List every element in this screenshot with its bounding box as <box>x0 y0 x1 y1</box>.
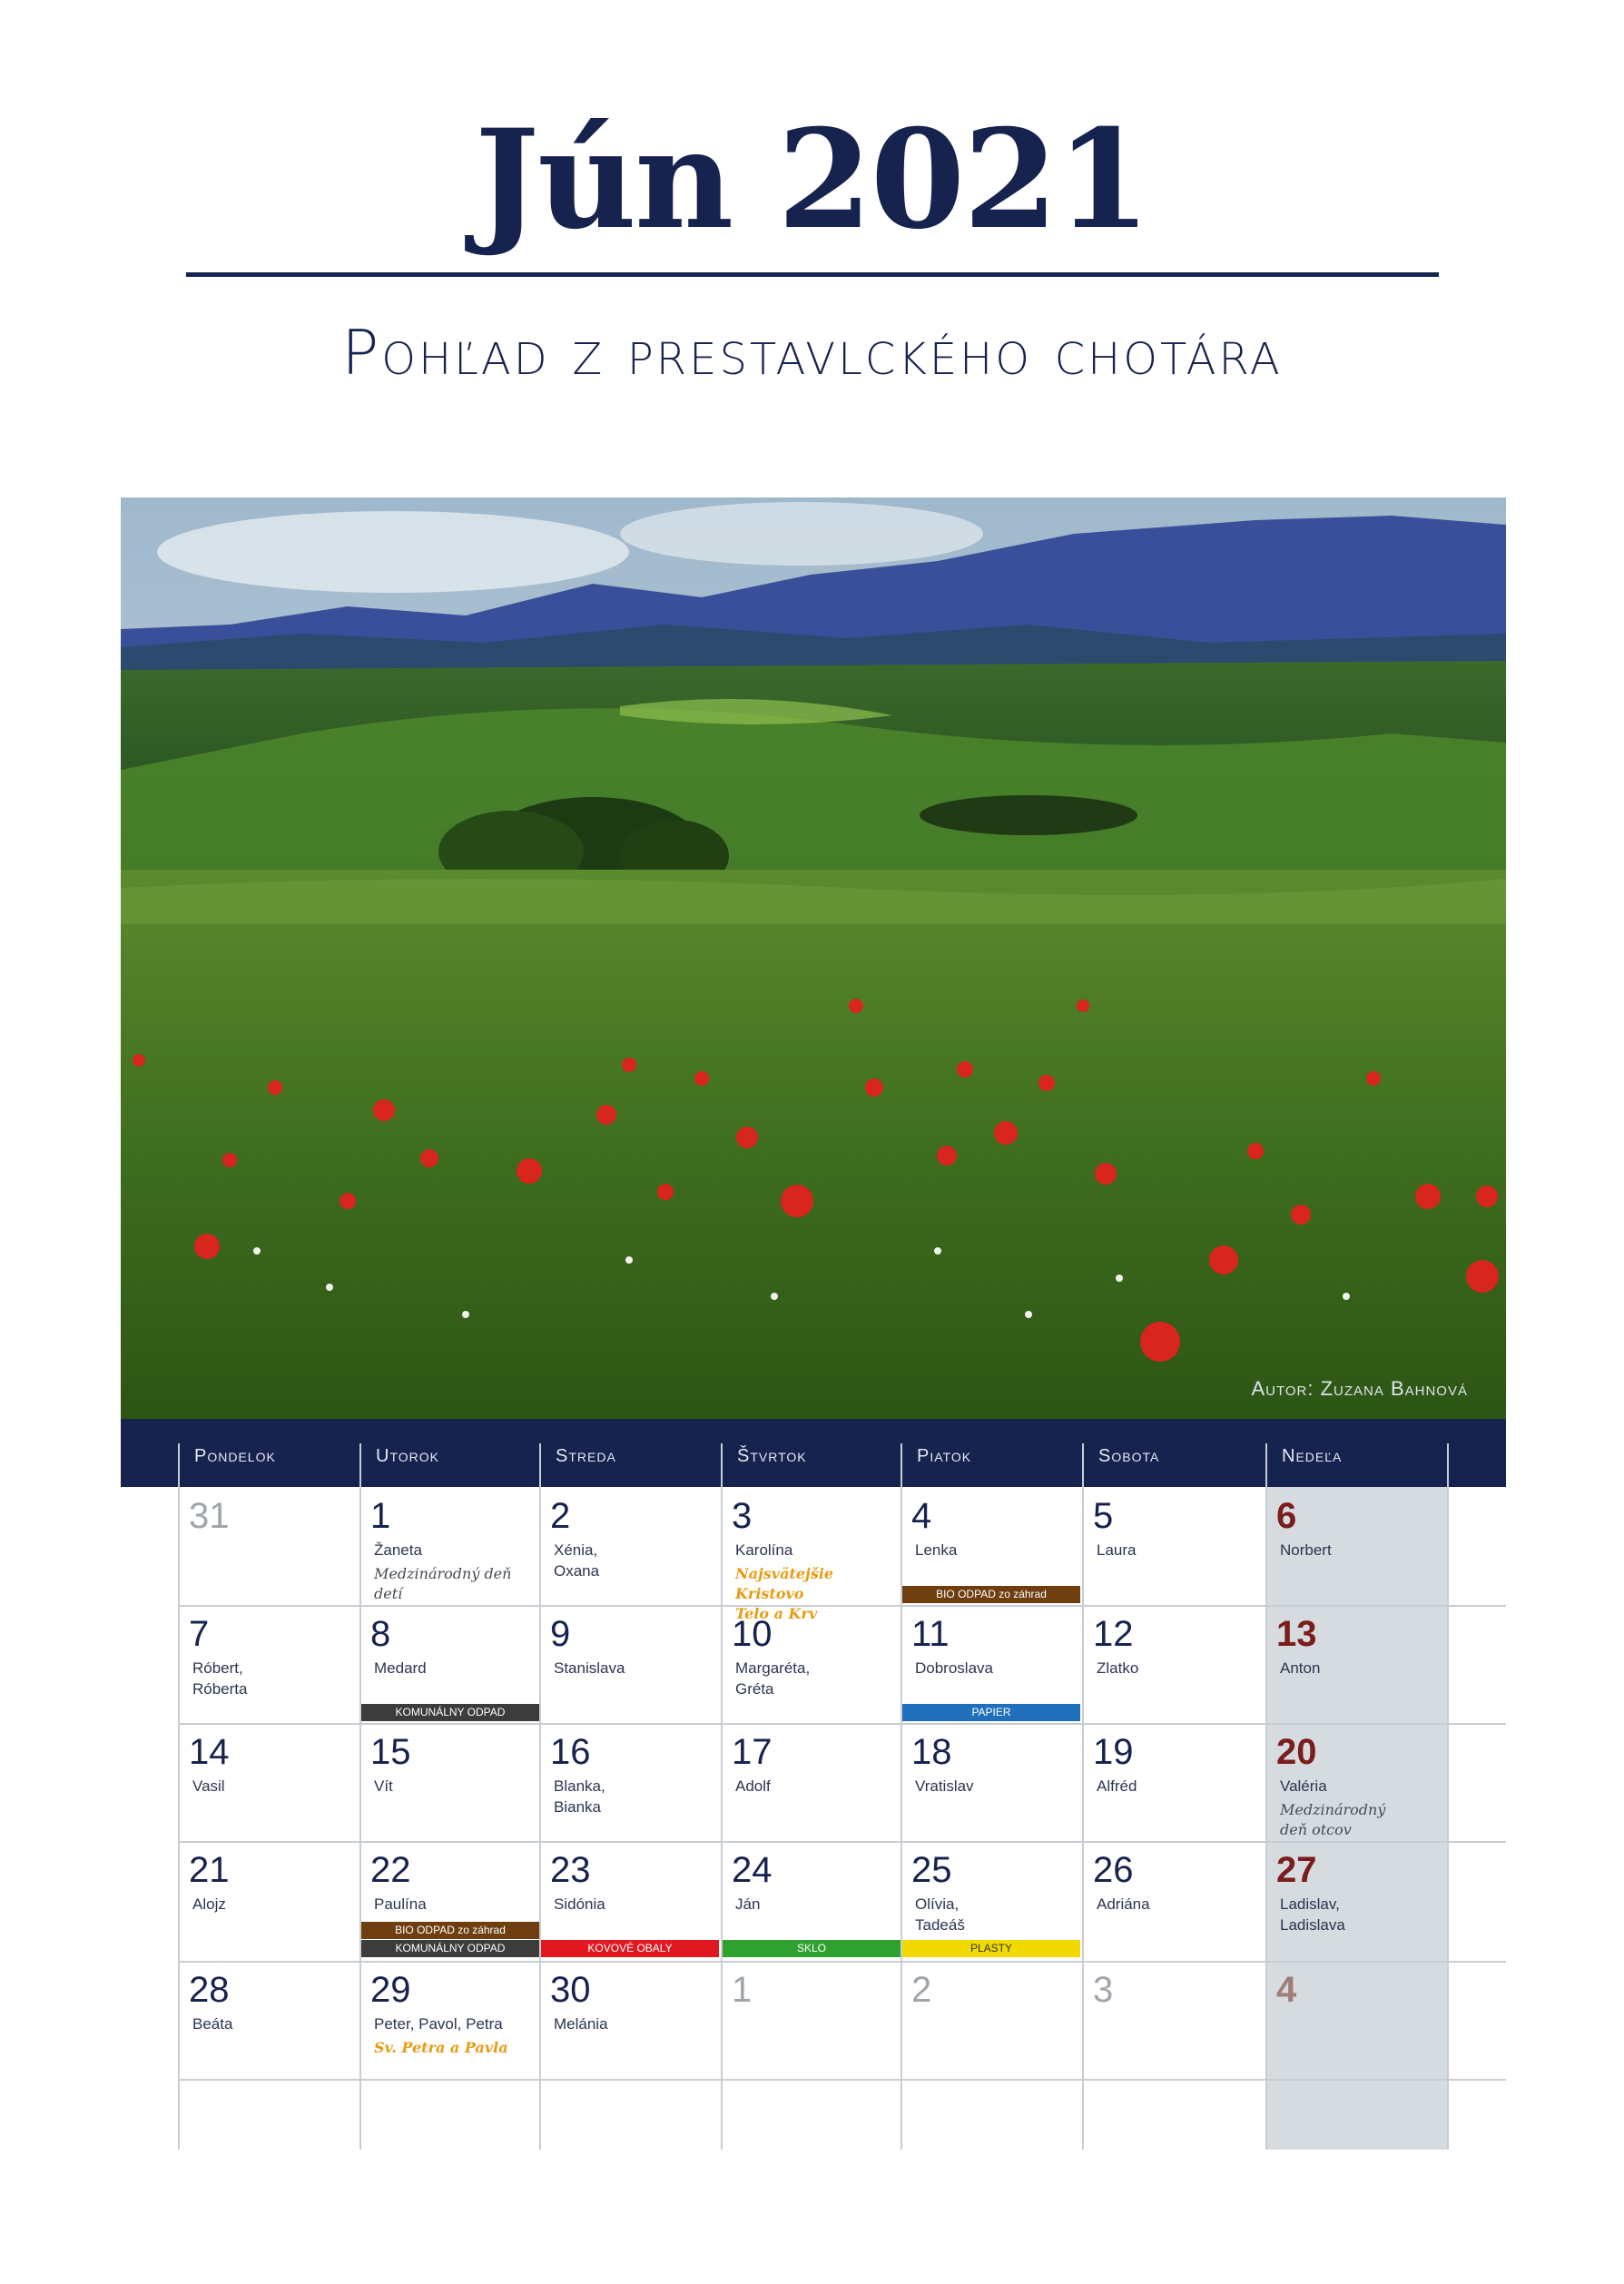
day-number: 29 <box>370 1970 411 2010</box>
nameday-names: Olívia, Tadeáš <box>915 1895 965 1934</box>
weekday-label: Nedeľa <box>1282 1446 1343 1466</box>
day-cell[interactable] <box>178 1841 358 1958</box>
nameday-names: Stanislava <box>554 1659 625 1677</box>
nameday-names: Róbert, Róberta <box>192 1659 248 1698</box>
nameday-names: Adriána <box>1097 1895 1150 1913</box>
nameday-names: Norbert <box>1280 1541 1332 1559</box>
day-note: Medzinárodný deň otcov <box>1280 1801 1386 1838</box>
day-cell[interactable] <box>539 1961 719 2078</box>
day-number: 21 <box>189 1850 230 1890</box>
nameday-names: Margaréta, Gréta <box>735 1659 811 1698</box>
day-cell[interactable] <box>359 1841 539 1958</box>
day-number: 2 <box>911 1970 932 2010</box>
day-number: 27 <box>1276 1850 1317 1890</box>
day-cell[interactable] <box>539 1841 719 1958</box>
day-cell[interactable] <box>178 1487 358 1604</box>
waste-collection-badge: KOMUNÁLNY ODPAD <box>361 1940 539 1957</box>
day-cell[interactable] <box>721 1961 901 2078</box>
day-number: 25 <box>911 1850 952 1890</box>
day-note: Medzinárodný deň detí <box>374 1565 512 1602</box>
nameday-names: Peter, Pavol, Petra <box>374 2015 503 2033</box>
day-number: 4 <box>911 1496 932 1536</box>
weekday-label: Utorok <box>376 1446 439 1466</box>
waste-collection-badge: BIO ODPAD zo záhrad <box>902 1586 1080 1603</box>
day-note: Sv. Petra a Pavla <box>374 2039 508 2056</box>
day-cell[interactable] <box>901 1605 1080 1722</box>
day-number: 12 <box>1093 1614 1134 1654</box>
day-cell[interactable] <box>539 1487 719 1604</box>
nameday-names: Adolf <box>735 1777 771 1795</box>
day-cell[interactable] <box>1265 1487 1445 1604</box>
day-number: 3 <box>1093 1970 1114 2010</box>
day-cell[interactable] <box>901 1723 1080 1840</box>
landscape-photo-icon <box>121 497 1506 1419</box>
nameday-names: Dobroslava <box>915 1659 993 1677</box>
page-subtitle: Pohľad z prestavlckého chotára <box>341 318 1283 389</box>
day-cell[interactable] <box>1265 1605 1445 1722</box>
nameday-names: Lenka <box>915 1541 958 1559</box>
weekday-label: Štvrtok <box>737 1446 807 1466</box>
day-number: 22 <box>370 1850 411 1890</box>
day-number: 18 <box>911 1732 952 1772</box>
day-number: 23 <box>550 1850 591 1890</box>
day-number: 31 <box>189 1496 230 1536</box>
day-number: 10 <box>732 1614 773 1654</box>
nameday-names: Blanka, Bianka <box>554 1777 605 1816</box>
day-number: 19 <box>1093 1732 1134 1772</box>
day-number: 3 <box>732 1496 753 1536</box>
day-number: 24 <box>732 1850 773 1890</box>
day-number: 20 <box>1276 1732 1317 1772</box>
day-cell[interactable] <box>359 1723 539 1840</box>
day-cell[interactable] <box>178 1723 358 1840</box>
waste-collection-badge: BIO ODPAD zo záhrad <box>361 1922 539 1939</box>
day-number: 14 <box>189 1732 230 1772</box>
day-cell[interactable] <box>901 1961 1080 2078</box>
row-divider <box>178 2079 1506 2081</box>
day-number: 5 <box>1093 1496 1114 1536</box>
day-cell[interactable] <box>721 1723 901 1840</box>
nameday-names: Alfréd <box>1097 1777 1137 1795</box>
day-number: 4 <box>1276 1970 1297 2010</box>
day-cell[interactable] <box>721 1605 901 1722</box>
day-number: 2 <box>550 1496 571 1536</box>
day-cell[interactable] <box>721 1487 901 1622</box>
day-number: 17 <box>732 1732 773 1772</box>
column-divider <box>1447 1443 1449 2150</box>
weekday-header <box>121 1419 1506 1487</box>
day-cell[interactable] <box>539 1723 719 1840</box>
day-cell[interactable] <box>901 1841 1080 1958</box>
nameday-names: Melánia <box>554 2015 608 2033</box>
nameday-names: Medard <box>374 1659 427 1677</box>
day-number: 7 <box>189 1614 210 1654</box>
page-title: Jún 2021 <box>475 100 1149 260</box>
nameday-names: Karolína <box>735 1541 793 1559</box>
nameday-names: Vratislav <box>915 1777 974 1795</box>
nameday-names: Valéria <box>1280 1777 1327 1795</box>
day-number: 16 <box>550 1732 591 1772</box>
weekday-label: Streda <box>556 1446 616 1466</box>
day-cell[interactable] <box>1265 1961 1445 2078</box>
day-cell[interactable] <box>359 1487 539 1604</box>
day-cell[interactable] <box>359 1605 539 1722</box>
nameday-names: Anton <box>1280 1659 1321 1677</box>
waste-collection-badge: PLASTY <box>902 1940 1080 1957</box>
photo-credit: Autor: Zuzana Bahnová <box>1251 1377 1468 1400</box>
day-cell[interactable] <box>1082 1487 1262 1604</box>
day-cell[interactable] <box>178 1961 358 2078</box>
waste-collection-badge: KOMUNÁLNY ODPAD <box>361 1704 539 1721</box>
nameday-names: Xénia, Oxana <box>554 1541 600 1580</box>
nameday-names: Vít <box>374 1777 393 1795</box>
day-cell[interactable] <box>721 1841 901 1958</box>
day-cell[interactable] <box>359 1961 539 2078</box>
day-cell[interactable] <box>1082 1723 1262 1840</box>
day-number: 15 <box>370 1732 411 1772</box>
title-divider <box>186 272 1439 277</box>
waste-collection-badge: KOVOVÉ OBALY <box>541 1940 719 1957</box>
nameday-names: Ladislav, Ladislava <box>1280 1895 1345 1934</box>
day-cell[interactable] <box>1265 1841 1445 1958</box>
day-number: 26 <box>1093 1850 1134 1890</box>
day-number: 28 <box>189 1970 230 2010</box>
waste-collection-badge: PAPIER <box>902 1704 1080 1721</box>
nameday-names: Žaneta <box>374 1541 422 1559</box>
nameday-names: Ján <box>735 1895 761 1913</box>
nameday-names: Laura <box>1097 1541 1137 1559</box>
nameday-names: Alojz <box>192 1895 226 1913</box>
day-cell[interactable] <box>1082 1961 1262 2078</box>
weekday-label: Piatok <box>917 1446 972 1466</box>
day-cell[interactable] <box>901 1487 1080 1604</box>
nameday-names: Beáta <box>192 2015 233 2033</box>
day-number: 13 <box>1276 1614 1317 1654</box>
day-cell[interactable] <box>178 1605 358 1722</box>
day-cell[interactable] <box>1082 1841 1262 1958</box>
day-note: Najsvätejšie Kristovo Telo a Krv <box>735 1565 834 1622</box>
nameday-names: Sidónia <box>554 1895 605 1913</box>
nameday-names: Zlatko <box>1097 1659 1139 1677</box>
day-number: 11 <box>911 1614 950 1654</box>
day-number: 8 <box>370 1614 391 1654</box>
landscape-photo <box>121 497 1506 1419</box>
waste-collection-badge: SKLO <box>723 1940 901 1957</box>
day-number: 1 <box>370 1496 391 1536</box>
day-number: 6 <box>1276 1496 1297 1536</box>
day-cell[interactable] <box>1265 1723 1445 1840</box>
weekday-label: Pondelok <box>194 1446 276 1466</box>
day-number: 1 <box>732 1970 753 2010</box>
nameday-names: Paulína <box>374 1895 427 1913</box>
nameday-names: Vasil <box>192 1777 225 1795</box>
day-cell[interactable] <box>539 1605 719 1722</box>
weekday-label: Sobota <box>1098 1446 1160 1466</box>
day-number: 9 <box>550 1614 571 1654</box>
day-cell[interactable] <box>1082 1605 1262 1722</box>
day-number: 30 <box>550 1970 591 2010</box>
